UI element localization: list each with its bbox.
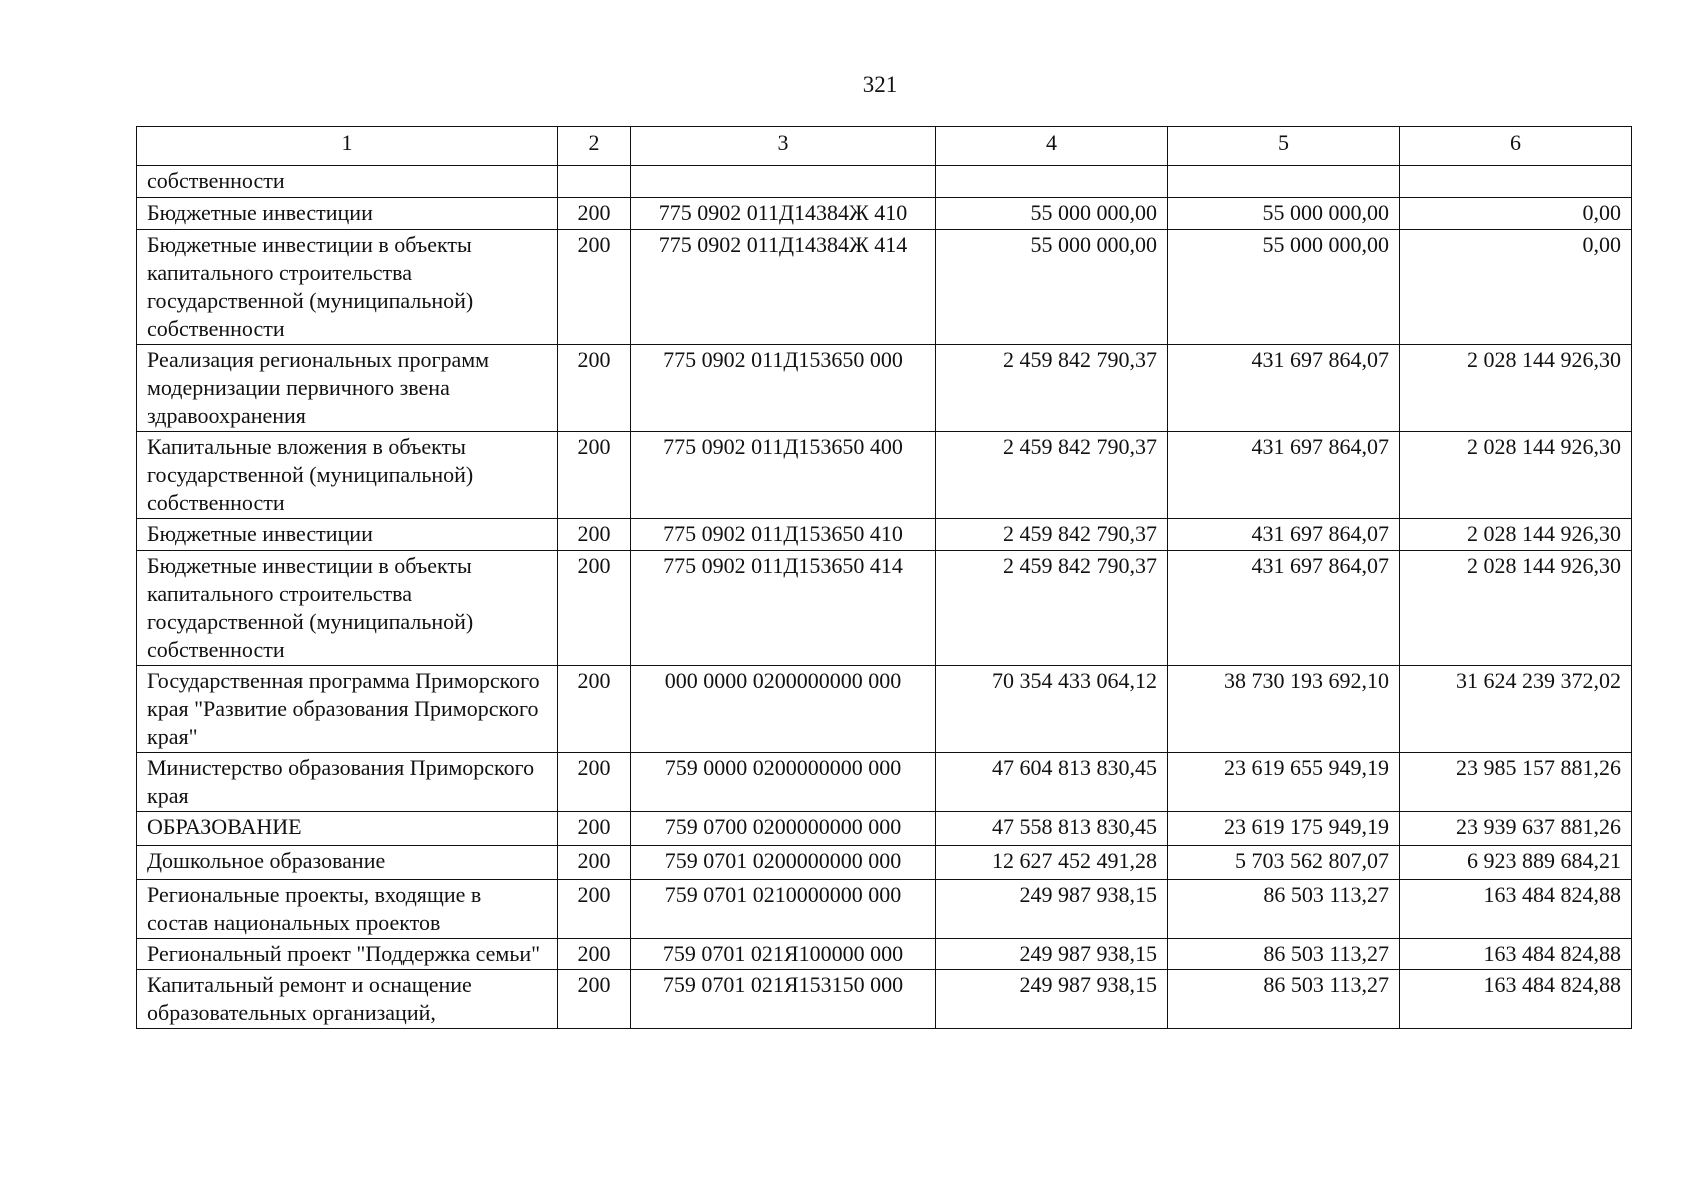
row-name: Государственная программа Приморского края "Развитие образования Приморского края" (137, 666, 558, 753)
row-code: 759 0701 021Я153150 000 (631, 970, 936, 1029)
row-value-5: 55 000 000,00 (1168, 198, 1400, 230)
row-name: ОБРАЗОВАНИЕ (137, 812, 558, 846)
row-subcode: 200 (558, 345, 631, 432)
row-value-6: 163 484 824,88 (1400, 939, 1632, 970)
row-subcode: 200 (558, 970, 631, 1029)
header-col-4: 4 (936, 127, 1168, 166)
table-row (137, 753, 1632, 812)
row-subcode: 200 (558, 230, 631, 345)
row-value-5: 431 697 864,07 (1168, 551, 1400, 666)
row-value-4: 55 000 000,00 (936, 230, 1168, 345)
table-row (137, 519, 1632, 551)
row-value-5 (1168, 166, 1400, 198)
row-code: 775 0902 011Д153650 000 (631, 345, 936, 432)
row-value-6: 23 939 637 881,26 (1400, 812, 1632, 846)
row-value-4: 70 354 433 064,12 (936, 666, 1168, 753)
row-name: Бюджетные инвестиции (137, 198, 558, 230)
row-code: 759 0701 0210000000 000 (631, 880, 936, 939)
table-row (137, 939, 1632, 970)
row-value-5: 23 619 175 949,19 (1168, 812, 1400, 846)
row-value-4: 2 459 842 790,37 (936, 519, 1168, 551)
row-code: 759 0000 0200000000 000 (631, 753, 936, 812)
row-name: Дошкольное образование (137, 846, 558, 880)
row-code: 775 0902 011Д14384Ж 414 (631, 230, 936, 345)
row-value-4: 47 604 813 830,45 (936, 753, 1168, 812)
row-code: 000 0000 0200000000 000 (631, 666, 936, 753)
row-subcode: 200 (558, 666, 631, 753)
table-row (137, 230, 1632, 345)
row-subcode: 200 (558, 432, 631, 519)
row-name: Министерство образования Приморского края (137, 753, 558, 812)
row-value-4: 2 459 842 790,37 (936, 345, 1168, 432)
table-row (137, 970, 1632, 1029)
row-name: Региональные проекты, входящие в состав национальных проектов (137, 880, 558, 939)
row-value-6: 2 028 144 926,30 (1400, 551, 1632, 666)
row-value-4: 12 627 452 491,28 (936, 846, 1168, 880)
row-value-4: 2 459 842 790,37 (936, 432, 1168, 519)
row-value-4: 249 987 938,15 (936, 880, 1168, 939)
row-name: Реализация региональных программ модернизации первичного звена здравоохранения (137, 345, 558, 432)
row-value-6: 2 028 144 926,30 (1400, 345, 1632, 432)
row-value-4: 55 000 000,00 (936, 198, 1168, 230)
row-name: Бюджетные инвестиции в объекты капитального строительства государственной (муниципальной) собственности (137, 230, 558, 345)
row-value-6: 2 028 144 926,30 (1400, 519, 1632, 551)
row-name: Капитальный ремонт и оснащение образовательных организаций, (137, 970, 558, 1029)
row-value-4: 249 987 938,15 (936, 939, 1168, 970)
table-row (137, 345, 1632, 432)
row-subcode (558, 166, 631, 198)
row-value-6: 163 484 824,88 (1400, 970, 1632, 1029)
row-code: 759 0701 021Я100000 000 (631, 939, 936, 970)
row-value-4 (936, 166, 1168, 198)
row-subcode: 200 (558, 846, 631, 880)
header-col-3: 3 (631, 127, 936, 166)
row-value-4: 2 459 842 790,37 (936, 551, 1168, 666)
row-code: 775 0902 011Д153650 414 (631, 551, 936, 666)
row-value-6: 23 985 157 881,26 (1400, 753, 1632, 812)
row-code: 775 0902 011Д14384Ж 410 (631, 198, 936, 230)
row-subcode: 200 (558, 198, 631, 230)
row-name: Региональный проект "Поддержка семьи" (137, 939, 558, 970)
row-subcode: 200 (558, 519, 631, 551)
row-value-5: 86 503 113,27 (1168, 880, 1400, 939)
row-value-5: 55 000 000,00 (1168, 230, 1400, 345)
table-row (137, 198, 1632, 230)
table-row (137, 880, 1632, 939)
row-name: Капитальные вложения в объекты государственной (муниципальной) собственности (137, 432, 558, 519)
row-value-6: 163 484 824,88 (1400, 880, 1632, 939)
row-code: 759 0701 0200000000 000 (631, 846, 936, 880)
table-row (137, 551, 1632, 666)
row-code (631, 166, 936, 198)
table-row (137, 432, 1632, 519)
row-value-4: 47 558 813 830,45 (936, 812, 1168, 846)
row-value-6 (1400, 166, 1632, 198)
row-value-5: 431 697 864,07 (1168, 432, 1400, 519)
row-value-5: 5 703 562 807,07 (1168, 846, 1400, 880)
row-subcode: 200 (558, 551, 631, 666)
table-row (137, 166, 1632, 198)
row-value-5: 431 697 864,07 (1168, 345, 1400, 432)
row-value-5: 86 503 113,27 (1168, 939, 1400, 970)
budget-table (136, 126, 1632, 1029)
row-subcode: 200 (558, 812, 631, 846)
table-row (137, 812, 1632, 846)
row-name: собственности (137, 166, 558, 198)
row-value-6: 0,00 (1400, 230, 1632, 345)
row-value-5: 86 503 113,27 (1168, 970, 1400, 1029)
row-value-5: 38 730 193 692,10 (1168, 666, 1400, 753)
header-col-6: 6 (1400, 127, 1632, 166)
header-col-5: 5 (1168, 127, 1400, 166)
header-col-2: 2 (558, 127, 631, 166)
row-code: 759 0700 0200000000 000 (631, 812, 936, 846)
row-name: Бюджетные инвестиции в объекты капитального строительства государственной (муниципальной) собственности (137, 551, 558, 666)
row-subcode: 200 (558, 880, 631, 939)
row-value-6: 6 923 889 684,21 (1400, 846, 1632, 880)
row-subcode: 200 (558, 939, 631, 970)
header-col-1: 1 (137, 127, 558, 166)
table-header-row (137, 127, 1632, 166)
row-value-6: 2 028 144 926,30 (1400, 432, 1632, 519)
page-number: 321 (862, 72, 898, 97)
table-row (137, 666, 1632, 753)
row-value-4: 249 987 938,15 (936, 970, 1168, 1029)
row-subcode: 200 (558, 753, 631, 812)
row-value-5: 431 697 864,07 (1168, 519, 1400, 551)
table-row (137, 846, 1632, 880)
row-code: 775 0902 011Д153650 400 (631, 432, 936, 519)
row-value-6: 0,00 (1400, 198, 1632, 230)
row-value-5: 23 619 655 949,19 (1168, 753, 1400, 812)
row-name: Бюджетные инвестиции (137, 519, 558, 551)
row-code: 775 0902 011Д153650 410 (631, 519, 936, 551)
row-value-6: 31 624 239 372,02 (1400, 666, 1632, 753)
